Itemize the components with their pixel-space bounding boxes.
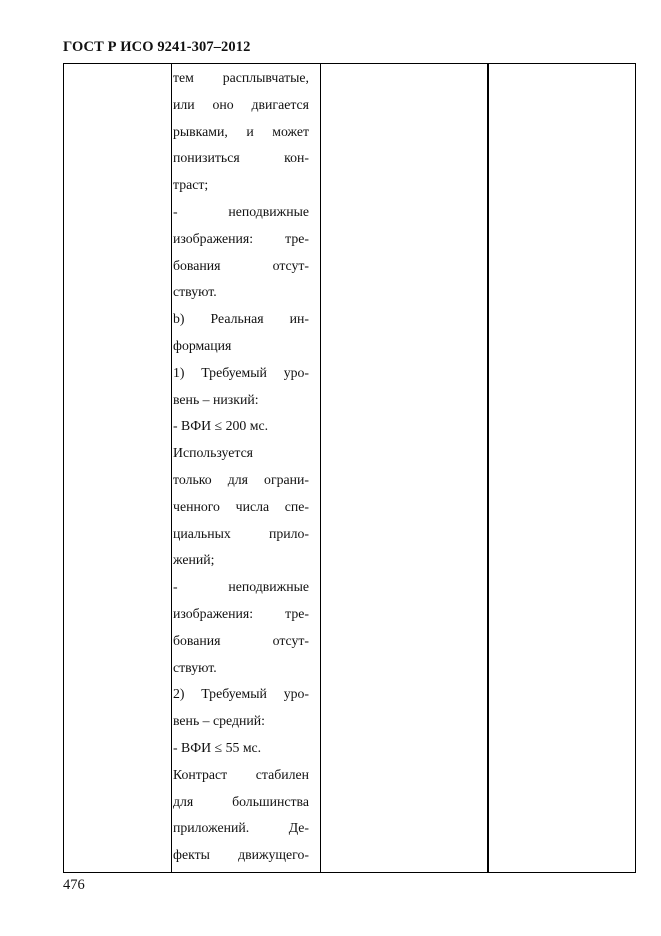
text-line: вень – низкий: [173,391,259,407]
text-line: b) Реальная ин- [173,311,309,327]
table-cell-requirements-text [173,65,309,869]
text-line: только для ограни- [173,471,309,487]
text-line: рывками, и может [173,123,309,139]
text-line: циальных прило- [173,525,309,541]
page-number: 476 [63,877,85,893]
text-line: бования отсут- [173,257,309,273]
text-line: 2) Требуемый уро- [173,686,309,702]
text-line: ченного числа спе- [173,498,309,514]
text-line: понизиться кон- [173,150,309,166]
column-divider-2 [320,64,321,872]
text-line: 1) Требуемый уро- [173,364,309,380]
text-line: или оно двигается [173,96,309,112]
text-line: ствуют. [173,659,217,675]
text-line: - ВФИ ≤ 55 мс. [173,739,262,755]
text-line: жений; [173,552,215,568]
text-line: приложений. Де- [173,820,309,836]
text-line: Контраст стабилен [173,766,309,782]
text-line: для большинства [173,793,309,809]
text-line: формация [173,337,232,353]
column-divider-3 [487,64,489,872]
text-line: изображения: тре- [173,605,309,621]
document-header: ГОСТ Р ИСО 9241-307–2012 [63,39,251,55]
text-line: траст; [173,177,209,193]
text-line: вень – средний: [173,713,265,729]
text-line: тем расплывчатые, [173,70,309,85]
text-line: - неподвижные [173,203,309,219]
text-line: ствуют. [173,284,217,300]
column-divider-1 [171,64,172,872]
text-line: Используется [173,445,254,461]
standards-table [63,63,636,873]
text-line: изображения: тре- [173,230,309,246]
text-line: фекты движущего- [173,847,309,863]
text-line: - неподвижные [173,579,309,595]
text-line: бования отсут- [173,632,309,648]
text-line: - ВФИ ≤ 200 мс. [173,418,269,434]
